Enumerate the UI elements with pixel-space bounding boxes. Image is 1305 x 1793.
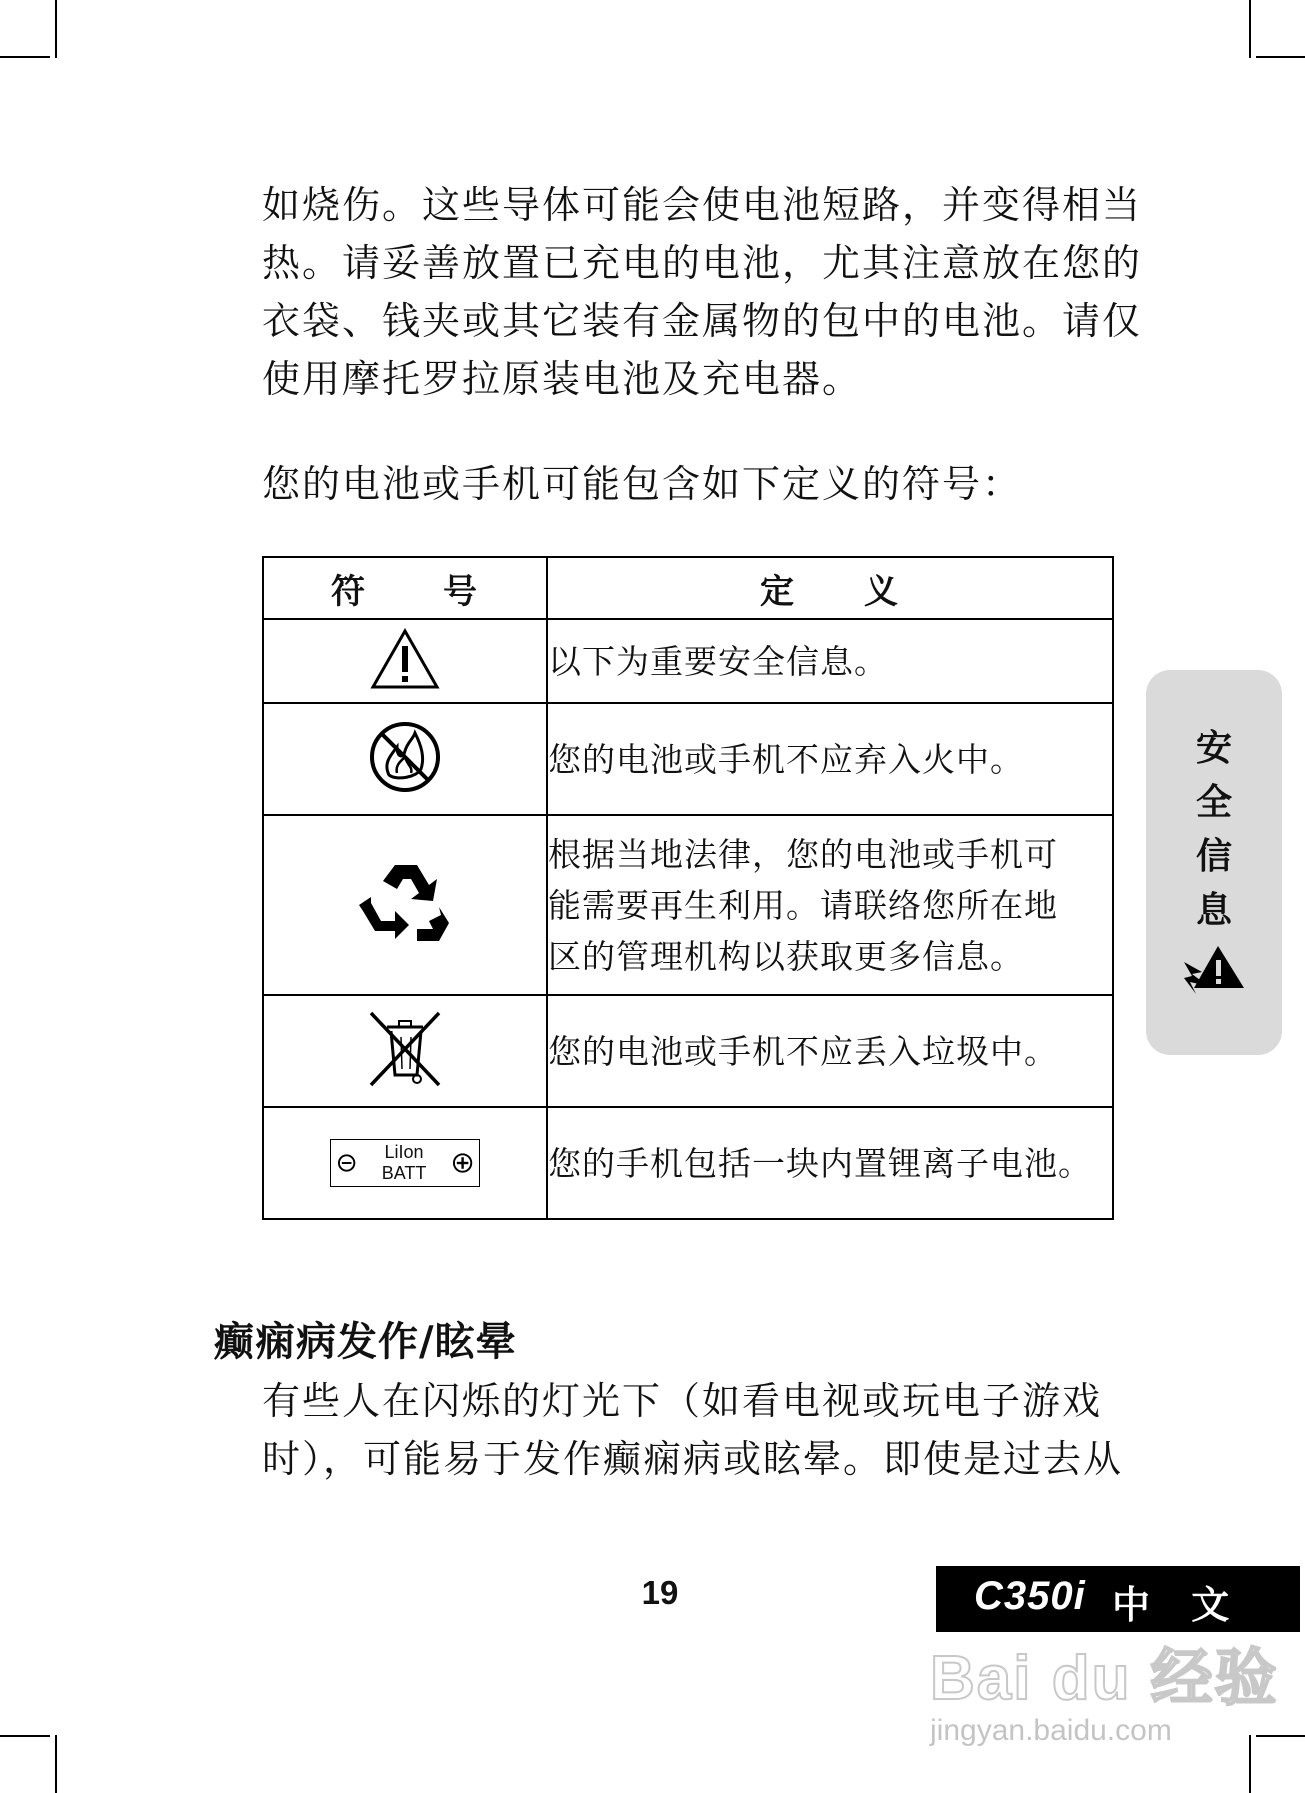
header-char: 定: [760, 571, 796, 612]
model-name: C350i: [974, 1574, 1086, 1618]
symbol-table: [262, 556, 1114, 1220]
language-label: 中 文: [1112, 1583, 1244, 1627]
table-row: [263, 995, 1113, 1107]
no-trash-bin-icon: [365, 1009, 445, 1089]
section-paragraph: [262, 1372, 1122, 1488]
text-line: 热。请妥善放置已充电的电池，尤其注意放在您的: [262, 241, 1143, 285]
model-bar: [936, 1566, 1300, 1632]
definition-cell: [547, 995, 1113, 1107]
symbol-cell: [263, 703, 547, 815]
baidu-watermark: [930, 1628, 1279, 1758]
warning-triangle-icon: [370, 628, 440, 690]
table-row: [263, 703, 1113, 815]
crop-mark: [55, 1735, 57, 1793]
side-tab: [1146, 670, 1282, 1055]
definition-line: 能需要再生利用。请联络您所在地: [548, 885, 1058, 925]
text-line: 使用摩托罗拉原装电池及充电器。: [262, 357, 863, 401]
symbol-cell: [263, 815, 547, 995]
text-line: 有些人在闪烁的灯光下（如看电视或玩电子游戏: [262, 1379, 1103, 1423]
symbol-cell: [263, 1107, 547, 1219]
text-line: 如烧伤。这些导体可能会使电池短路，并变得相当: [262, 183, 1143, 227]
watermark-logo: Bai du 经验: [930, 1644, 1279, 1713]
no-fire-icon: [367, 719, 443, 795]
watermark-url: jingyan.baidu.com: [930, 1714, 1172, 1747]
definition-cell: [547, 703, 1113, 815]
definition-cell: [547, 815, 1113, 995]
battery-label: LiIon BATT: [381, 1142, 427, 1183]
crop-mark: [1256, 1735, 1305, 1737]
definition-line: 根据当地法律，您的电池或手机可: [548, 834, 1058, 874]
definition-line: 区的管理机构以获取更多信息。: [548, 936, 1024, 976]
symbol-cell: [263, 995, 547, 1107]
definition-line: 您的电池或手机不应弃入火中。: [548, 739, 1024, 779]
crop-mark: [0, 1735, 50, 1737]
side-tab-char: 息: [1195, 889, 1232, 931]
text-line: 您的电池或手机可能包含如下定义的符号：: [262, 462, 1023, 506]
table-row: [263, 1107, 1113, 1219]
table-row: [263, 619, 1113, 703]
side-tab-char: 信: [1195, 835, 1232, 877]
li-ion-battery-icon: [330, 1139, 480, 1187]
crop-mark: [1256, 56, 1305, 58]
table-header: [263, 557, 1113, 619]
definition-line: 您的电池或手机不应丢入垃圾中。: [548, 1031, 1058, 1071]
warning-lightning-icon: [1182, 942, 1246, 998]
definition-cell: [547, 619, 1113, 703]
symbols-intro: [262, 455, 1122, 513]
symbol-cell: [263, 619, 547, 703]
header-char: 义: [864, 571, 900, 612]
definition-column-header: [547, 557, 1113, 619]
section-title: 癫痫病发作/眩晕: [214, 1318, 517, 1365]
crop-mark: [1249, 0, 1251, 58]
definition-cell: [547, 1107, 1113, 1219]
recycle-icon: [359, 859, 451, 947]
plus-circle-icon: [452, 1152, 473, 1174]
crop-mark: [0, 56, 50, 58]
intro-paragraph: [262, 176, 1143, 408]
minus-circle-icon: [337, 1153, 356, 1173]
crop-mark: [55, 0, 57, 58]
text-line: 时），可能易于发作癫痫病或眩晕。即使是过去从: [262, 1437, 1124, 1481]
side-tab-char: 安: [1195, 727, 1232, 769]
page-number: 19: [641, 1574, 679, 1611]
text-line: 衣袋、钱夹或其它装有金属物的包中的电池。请仅: [262, 299, 1143, 343]
header-char: 符: [331, 571, 367, 612]
crop-mark: [1249, 1735, 1251, 1793]
side-tab-char: 全: [1195, 781, 1232, 823]
symbol-column-header: [263, 557, 547, 619]
definition-line: 以下为重要安全信息。: [548, 641, 888, 681]
definition-line: 您的手机包括一块内置锂离子电池。: [548, 1143, 1092, 1183]
header-char: 号: [443, 571, 479, 612]
table-row: [263, 815, 1113, 995]
